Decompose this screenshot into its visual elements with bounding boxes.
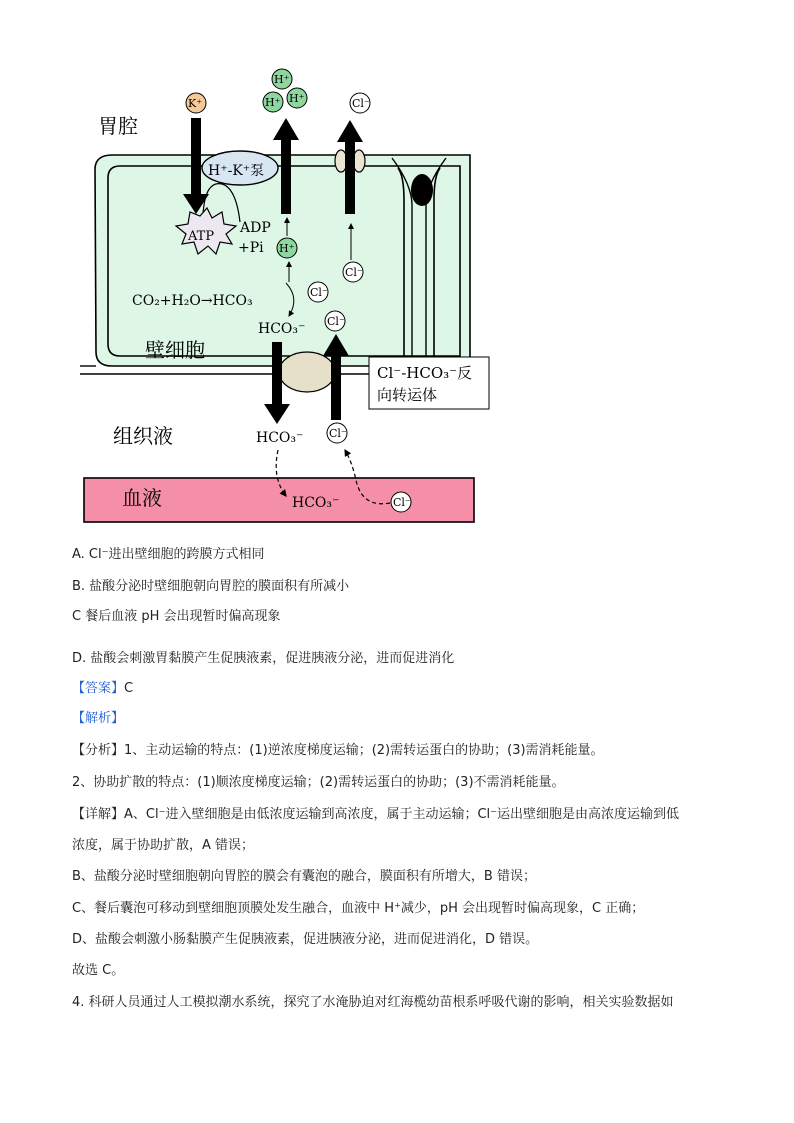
hco3-blood: HCO₃⁻ — [292, 495, 340, 511]
cl-out-arrow — [337, 120, 363, 142]
atp-label: ATP — [188, 229, 215, 244]
pi-label: +Pi — [238, 240, 264, 256]
detail-d4: C、餐后囊泡可移动到壁细胞顶膜处发生融合，血液中 H⁺减少，pH 会出现暂时偏高现象，C 正确； — [72, 901, 645, 916]
hco3-tissue: HCO₃⁻ — [256, 430, 304, 446]
option-b: B. 盐酸分泌时壁细胞朝向胃腔的膜面积有所减小 — [72, 579, 350, 594]
answer-line — [72, 680, 133, 698]
detail-d3: B、盐酸分泌时壁细胞朝向胃腔的膜会有囊泡的融合，膜面积有所增大，B 错误； — [72, 869, 536, 884]
conclusion: 故选 C。 — [72, 963, 125, 978]
label-parietal-cell: 壁细胞 — [145, 338, 205, 362]
analysis-tag: 【分析】 — [72, 743, 125, 758]
cl-ion-blood-label: Cl⁻ — [393, 496, 411, 509]
cl-hco3-antiporter — [279, 352, 335, 392]
option-a: A. Cl⁻进出壁细胞的跨膜方式相同 — [72, 547, 265, 562]
detail-d1 — [72, 806, 679, 824]
h-ion-in-label: H⁺ — [279, 242, 295, 255]
analysis-p1 — [72, 742, 604, 760]
antiporter-line1: Cl⁻-HCO₃⁻反 — [377, 364, 473, 382]
antiporter-line2: 向转运体 — [377, 386, 438, 404]
label-gastric-cavity: 胃腔 — [98, 114, 138, 138]
k-ion-label: K⁺ — [188, 97, 203, 110]
h-ion-out-2-label: H⁺ — [265, 96, 281, 109]
h-arrow — [273, 118, 299, 140]
detail-d1-text: A、Cl⁻进入壁细胞是由低浓度运输到高浓度，属于主动运输；Cl⁻运出壁细胞是由高浓度运输到低 — [124, 807, 680, 822]
h-ion-out-1-label: H⁺ — [274, 73, 290, 86]
cl-ion-cell-mid-label: Cl⁻ — [310, 286, 328, 299]
label-tissue-fluid: 组织液 — [113, 424, 173, 448]
answer-value: C — [124, 681, 134, 696]
analysis-heading: 【解析】 — [72, 711, 125, 726]
h-ion-out-3-label: H⁺ — [289, 92, 305, 105]
detail-d2: 浓度，属于协助扩散，A 错误； — [72, 838, 255, 853]
detail-d5: D、盐酸会刺激小肠黏膜产生促胰液素，促进胰液分泌，进而促进消化，D 错误。 — [72, 932, 539, 947]
option-c: C 餐后血液 pH 会出现暂时偏高现象 — [72, 609, 281, 624]
label-blood: 血液 — [122, 486, 162, 510]
analysis-p2: 2、协助扩散的特点：(1)顺浓度梯度运输；(2)需转运蛋白的协助；(3)不需消耗能量。 — [72, 775, 565, 790]
hco3-inside: HCO₃⁻ — [258, 321, 306, 337]
cl-ion-cavity-label: Cl⁻ — [352, 97, 370, 110]
detail-tag: 【详解】 — [72, 807, 125, 822]
h-k-pump-label: H⁺-K⁺泵 — [208, 163, 265, 179]
cl-ion-cell-right-label: Cl⁻ — [345, 266, 363, 279]
reaction-equation: CO₂+H₂O→HCO₃ — [132, 293, 253, 309]
option-d: D. 盐酸会刺激胃黏膜产生促胰液素，促进胰液分泌，进而促进消化 — [72, 651, 455, 666]
cl-ion-tissue-label: Cl⁻ — [329, 427, 347, 440]
tight-junction — [411, 174, 433, 206]
hco3-out-arrow — [264, 404, 290, 424]
adp-label: ADP — [240, 220, 271, 236]
analysis-p1-text: 1、主动运输的特点：(1)逆浓度梯度运输；(2)需转运蛋白的协助；(3)需消耗能量。 — [124, 743, 604, 758]
next-question: 4. 科研人员通过人工模拟潮水系统，探究了水淹胁迫对红海榄幼苗根系呼吸代谢的影响，相关实验数据如 — [72, 995, 674, 1010]
membrane-transport-diagram — [0, 0, 794, 540]
cl-ion-cell-lower-label: Cl⁻ — [327, 315, 345, 328]
answer-label: 【答案】 — [72, 681, 125, 696]
